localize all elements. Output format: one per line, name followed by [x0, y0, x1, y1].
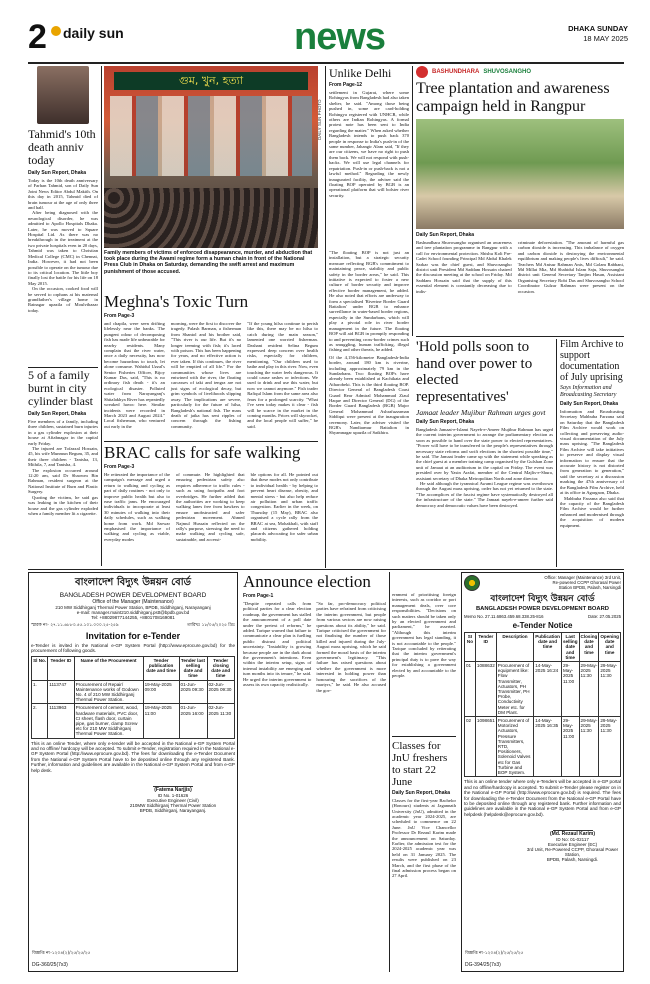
election-rule	[389, 572, 390, 972]
ad1-sign-office: 210MW Siddhirganj Thermal Power Station	[129, 803, 217, 809]
ad1-intro: e-Tender is invited in the National e-GP System Portal (http://www.eprocure.gov.bd) for the procurement of following goods.	[31, 643, 235, 654]
ad2-bangla-header: বাংলাদেশ বিদ্যুৎ উন্নয়ন বোর্ড	[490, 594, 595, 604]
photo-posters	[110, 96, 312, 176]
campaign-col1: Bashundhara Shuvosangho organised an awareness and tree plantation programme in Rangpur with a call for environmental protection. Shishu Koli Pre-Cadet School founding Principal Md Abdul Khalek Sarkar was the chief guest, and Shuvosangho district unit President Md Saddam Hossain chaired the discussion meeting at the school on Friday. Md Saddam Hossain said that the supply of this essential element is constantly decreasing due to indis-	[416, 240, 512, 294]
fire-byline: Daily Sun Report, Dhaka	[28, 411, 87, 417]
tahmid-p2: After being diagnosed with the neurological disorder, he was admitted to Apollo Hospitals Dhaka. Later, he was moved to Square Hospital Ltd. As there was no breakthrough in the treatment at the two private hospitals even in 20 days, Tahmid was taken to Christian Medical College (CMC) in Chennai, India. However, it had not been possible to operate on the tumour due to its critical location. The little boy finally lost the battle for his life on 18 May 2015.	[28, 210, 98, 286]
ad2-col: Publication date and time	[534, 633, 562, 662]
campaign-byline: Daily Sun Report, Dhaka	[416, 232, 475, 238]
ad1-sign-addr: BPDB, Siddhirganj, Narayanganj.	[139, 808, 207, 814]
ad2-sign-title: Executive Engineer (EC)	[547, 842, 598, 848]
fire-title: 5 of a family burnt in city cylinder blast	[28, 369, 93, 408]
ad1-sign-title: Executive Engineer (Civil)	[147, 798, 199, 804]
ad2-sign-office: 3rd Unit, Re-Powered CCPP, Ghorasal Power Station,	[526, 847, 619, 858]
unlike-left-rule	[325, 66, 326, 568]
bpdb-logo-icon	[464, 575, 480, 591]
brac-col2: of commute. He highlighted that ensuring pedestrian safety also requires adherence to traffic rules - such as using footpaths and foot overbridges. He further added that the authorities are working to keep walking lanes free from hawkers to ensure unobstructed and safer pedestrian movement. Ahmed Najmul Hussain reflected on the rally's purpose, stressing the need to make walking and cycling safe, sustainable, and accessi-	[175, 472, 245, 542]
ad1-cell: 1.	[32, 680, 48, 704]
film-left-rule	[556, 339, 557, 567]
ad2-cell: Procurement of Motorized Actuators, Pressure Transmitters, RTD, Positioners, Solenoid Valves etc for Gas Turbine and BOP System.	[496, 717, 533, 777]
ad2-sign-name: (Md. Rezaul Karim)	[549, 831, 595, 838]
human-chain-photo	[104, 66, 318, 248]
ad1-memo: স্মারক নং- ২৭.১১.৬৮৮৩.৫৫.১০১.০০০.২৫-২৫৯	[31, 623, 119, 628]
ad2-notes: This is an online tender where only e-Tenders will be accepted in e-GP portal and no offline/hardcopy is accepted. To submit e-Tender please register on in the National e-GP Portal (http://www.eprocure.gov.bd) is required. The fees for downloading the e-Tender Document from the National e-GP Portal have to be deposited online through any registered bank. Further information and guidelines are available in the National e-GP System Portal and from e-GP helpdesk (helpdesk@eprocure.gov.bd).	[464, 779, 621, 817]
ad1-dg: DG-360/25(7x3)	[32, 962, 68, 968]
ad1-col: Tender last selling date and time	[180, 657, 206, 679]
polls-col2: He said although the tyrannical Awami League regime was overthrown through the August mass uprising, order has not yet returned to the state. "The accomplices of the fascist regime have systematically destroyed all the infrastructure of the state." The Jamaat nayeb-e-ameer further said democracy and democratic values have been destroyed.	[416, 481, 553, 508]
fire-p1: Five members of a family, including three children, sustained burn injuries in a gas cylinder explosion at their house at Aftabnagar in the capital early Friday.	[28, 419, 98, 446]
campaign-bottom-rule	[416, 336, 624, 337]
ad1-header: BANGLADESH POWER DEVELOPMENT BOARD	[59, 592, 207, 599]
ad2-col: Last selling date and time	[562, 634, 578, 660]
polls-article	[416, 339, 553, 567]
ad2-office: Office: Manager (Maintenance) 3rd Unit, Re-powered CCPP Ghorasal Power Station BPDB, Palash, Narsingdi	[544, 575, 621, 590]
jnu-top-rule	[392, 736, 456, 737]
ad1-bangla-header: বাংলাদেশ বিদ্যুৎ উন্নয়ন বোর্ড	[75, 577, 191, 588]
sun-logo-icon	[51, 26, 61, 36]
ad2-cell: 01	[465, 662, 476, 717]
campaign-logo	[416, 66, 624, 78]
logo-text: BASHUNDHARA	[432, 69, 480, 75]
jnu-title: Classes for JnU freshers to start 22 June	[392, 739, 448, 788]
ad2-memo2: বিজ্ঞপ্তি নং-১২০৪(২)/২৫/২৫/২৫	[465, 951, 524, 956]
unlike-col2: "The floating BOP is not just an installation, but a strategic security measure reflecting BGB's commitment to maintaining peace, stability and public safety in the border areas," he said. This initiative is expected to foster a new culture of border security and improve effective border management, he added. He also noted that efforts are underway to form a specialised 'Riverine Border Guard Battalion' under BGB to enhance surveillance in water-based border regions, especially in the Sundarbans, which will play a pivotal role in river border management in the future. The floating BOP will aid BGB in promptly responding to and preventing cross-border crimes such as smuggling, human trafficking, illegal fishing and other threats, he added.	[329, 250, 409, 353]
ad2-sign-id: ID No: 01-02117	[556, 837, 589, 843]
ad2-signature	[553, 821, 593, 831]
brac-article	[104, 443, 318, 568]
ad2-header: BANGLADESH POWER DEVELOPMENT BOARD	[475, 606, 609, 612]
ad1-tel: Tel: +88029877144255, +8801708169081	[91, 615, 175, 620]
election-byline: From Page-1	[243, 593, 274, 599]
film-byline: Daily Sun Report, Dhaka	[560, 401, 619, 407]
ad2-cell: 29-May-2025 11:30	[599, 662, 621, 717]
ad2-cell: 14-May-2025 16:35	[534, 717, 562, 777]
tahmid-article	[28, 66, 98, 366]
ad1-cell: 02-Jun-2025 09:30	[207, 680, 235, 704]
ad1-cell: Procurement of Repair/ Maintenance works of Godown No. 4 of 210 MW Siddhirganj Thermal Power Station.	[74, 680, 143, 704]
photo-banner: গুম, খুন, হত্যা	[114, 72, 308, 90]
ad1-sign-id: ID No. 1-01626	[157, 793, 189, 799]
jnu-byline: Daily Sun Report, Dhaka	[392, 789, 451, 796]
mid-rule	[28, 569, 624, 570]
polls-title: 'Hold polls soon to hand over power to elected representatives'	[416, 339, 533, 405]
ad2-cell: 29-May-2025 11:30	[579, 662, 599, 717]
polls-col1: Bangladesh Jamaat-e-Islami Nayeb-e-Ameer Mujibur Rahman has urged the current interim government to arrange the parliamentary election as soon as possible to hand over the state power to elected representatives. "Power will have to be transferred to the people's representatives through necessary state reforms and swift elections in the shortest possible time," he said. The Jamaat leader came up with the statement while speaking as the chief guest at a member training camp organised by the Gulshan Zone unit of Jamaat at an auditorium in the capital on Friday. The event was presided over by Yasin Arafat, member of the Central Majlis-e-Shura, assistant secretary of Dhaka Metropolitan North and zone director.	[416, 427, 553, 481]
ad1-sign-name: (Fatema Narjjis)	[154, 787, 192, 794]
election-article	[243, 572, 386, 972]
photo-caption-text: Family members of victims of enforced disappearance, murder, and abduction that took place during the Awami regime form a human chain in front of the National Press Club in Dhaka on Saturday, demanding the swift arrest and maximum punishment of those accused.	[104, 250, 313, 275]
brac-col1: He reiterated the importance of the campaign's message and urged a return to walking and cycling as part of daily routines - not only to improve public health but also to ease traffic jams. He encouraged individuals to incorporate at least 30 minutes of walking into their daily schedules, such as walking home from work. Md Sarwar emphasised the importance of walking and cycling as viable, everyday modes	[104, 472, 170, 542]
meghna-title: Meghna's Toxic Turn	[104, 292, 249, 311]
election-col1: "Despite repeated calls from political parties for a clear election roadmap, the government has stalled the announcement of a poll date under the pretext of reforms," he added. Tarique warned that failure to communicate a clear plan is fuelling public distrust and political uncertainty. "Instability is growing because people are in the dark about the government's intentions. Even within the interim setup, signs of internal instability are emerging and turn months into its tenure," he said. He urged the interim government to assess its own capacity realistically.	[243, 601, 312, 688]
ad1-cell: 02-Jun-2025 11:30	[207, 704, 235, 738]
ad1-notes: This is an online Tender, where only e-tender will be accepted in the National e-GP System Portal and no offline/ hardcopy will be accepted. To submit e-Tender, registration required in the National e-GP System Portal (http://www.eprocure.gov.bd). The fees for downloading the e-Tender Document from the National e-GP System Portal have to be deposited online through any registered Bank. Further, information and guidelines are available in the National e-GP System Portal and from e-GP help desk.	[31, 740, 235, 773]
polls-subtitle: Jamaat leader Mujibur Rahman urges govt	[416, 408, 546, 417]
fire-p3: The explosion occurred around 12:20 am, said Dr Shaowm Bin Rahman, resident surgeon at the National Institute of Burn and Plastic Surgery.	[28, 467, 98, 495]
campaign-article	[416, 66, 624, 336]
jnu-article	[392, 736, 456, 972]
left-col-rule	[101, 66, 102, 566]
table-row	[32, 704, 235, 738]
ad1-cell: 19-May-2025 09:00	[143, 680, 179, 704]
ad1-memo2: বিজ্ঞপ্তি নং-১২০৪(২)/২৫/২৫/২৫	[32, 951, 91, 956]
election-title: Announce election	[243, 572, 371, 591]
ad1-cell: 1113963	[48, 704, 74, 738]
ad2-col: Tender ID	[475, 633, 496, 662]
campaign-col2: criminate deforestation. "The amount of harmful gas carbon dioxide is increasing. This imbalance of oxygen and carbon dioxide is destroying the environmental equilibrium and making people's lives difficult," he said. Teachers Md Anisur Rahman Anis, Md Golam Rabbani, Md Millat Mia, Md Shahidul Islam Saju, Shuvosangho district unit General Secretary Tanjim Hasan, Assistant Organising Secretary Robi Das and Shuvosangho School Coordinator Gulzar Rahman were present on the occasion.	[517, 240, 624, 294]
page-header	[28, 22, 628, 62]
campaign-photo	[416, 119, 624, 229]
meghna-rule	[104, 441, 318, 442]
film-p2: Mahbuba Farzana also said that the capacity of the Bangladesh Film Archive would be further enhanced and modernised through the acquisition of modern equipment.	[560, 495, 624, 528]
ad1-cell: 01-Jun-2025 09:30	[179, 680, 207, 704]
ad2-col: Opening date and time	[599, 633, 621, 662]
meghna-col1: and chapila, were seen drifting lifelessly near the banks. The pungent odour of decomposing fish has made life unbearable for nearby residents. Many complain that the river water, once a daily necessity, has now become hazardous to touch, let alone consume. Wahidul Uzzal's Senior Fisheries Officer, Bijoy Kumar Das, said, "This is no ordinary fish death - it's an ecological disaster. Polluted water from Narayanganj's Shitalakhya River has repeatedly wreaked havoc here. Similar incidents were recorded in March 2023 and August 2024." Local fisherman, who ventured out early in the	[104, 321, 165, 429]
ad1-signature	[153, 777, 193, 787]
ad1-col: Tender closing date and time	[207, 656, 235, 680]
page-number: 2	[28, 22, 47, 56]
table-row	[465, 717, 621, 777]
ad1-cell: 2.	[32, 704, 48, 738]
fire-p2: The injured are Tofazzal Hossain, 45, his wife Munmun Begum, 35, and their three children - Tanisha, 13, Mithila, 7, and Tanisha, 4.	[28, 446, 98, 468]
logo-text-2: SHUVOSANGHO	[483, 69, 532, 75]
left-divider	[28, 367, 98, 368]
tahmid-p1: Today is the 10th death anniversary of Farhan Tahmid, son of Daily Sun Joint News Editor Abdul Makith. On this day in 2015, Tahmid died of brain tumour at the age of only three and half.	[28, 178, 98, 211]
election-col3-box	[392, 592, 456, 732]
ad1-memo-date: তারিখঃ ১৮/০৫/২০২৫ খ্রিঃ	[187, 623, 235, 628]
ad2-col: SI No	[465, 633, 476, 662]
ad2-dg: DG-394/25(7x3)	[465, 962, 501, 968]
film-article	[560, 339, 624, 567]
meghna-col2: morning, were the first to discover the tragedy. Palash Barman, a fisherman from Shantol and his brother said, "This river is our life. But it's no longer teeming with fish; it's laced with poison. This has been happening for years, and no effective action is ever taken. If this continues, the river will be emptied of all life." For the communities whose lives are entwined with the river, the floating carcasses of taki and tengra are not just signs of ecological decay, but grim symbols of livelihoods slipping away. The implications are severe, particularly for the future of hilsa, Bangladesh's national fish. The mass death of jatka has sent ripples of concern through the fishing community.	[170, 321, 242, 429]
header-city-day: DHAKA SUNDAY	[568, 24, 628, 33]
tahmid-photo	[37, 66, 89, 124]
ad2-cell: 1088632	[475, 662, 496, 717]
brac-title: BRAC calls for safe walking	[104, 443, 301, 462]
brac-col3: ble options for all. He pointed out that these modes not only contribute to individual health - by helping to prevent heart disease, obesity, and mental stress - but also help reduce air pollution and urban traffic congestion. Earlier in the week, on Thursday (15 May), BRAC also organised a cycle rally from the BRAC at sea, Mohakhali, with staff and citizens gathered holding placards advocating for safer urban mobility.	[250, 472, 318, 542]
ad2-memo: Memo No. 27.11.6863.459.68.338.25-816	[464, 614, 544, 619]
tahmid-p3: On the occasion, cooked food will be served to orphans at his maternal grandfather's village home in Rainagar upazila of Moulvibazar today.	[28, 286, 98, 313]
ad1-col: Tender ID	[48, 656, 74, 680]
ad2-cell: 29-May-2025 11:30	[579, 717, 599, 777]
unlike-col3: Of the 4,156-kilometre Bangladesh-India border, around 180 km is riverine, including approximately 79 km in the Sundarbans. Two floating BOPs have already been established at Kachikata and Atharobeki. This is the third floating BOP. Director General of Bangladesh Coast Guard Rear Admiral Mohammad Ziaul Haque and Director General (DG) of the Border Guard Bangladesh (BGB) Major General Mohammad Ashrafuzzaman Siddiqui were present at the inauguration ceremony. Later, the adviser visited the BGB's Nandiarmur Battalion in Shyamnagar upazila of Satkhira.	[329, 354, 409, 436]
ad1-cell: 19-May-2025 11:00	[143, 704, 179, 738]
tender-ad-1	[28, 572, 238, 972]
film-title: Film Archive to support documentation of July uprising	[560, 339, 624, 383]
ad2-sign-addr: BPDB, Palash, Narsingdi.	[546, 857, 599, 863]
meghna-col3: "If the young hilsa continue to perish like this, there may be no hilsa to catch during the main season," lamented one worried fisherman. Dashani resident Selina Begum expressed deep concern over health risks, especially for children, mentioning, "Our children used to bathe and play in this river. Now, even touching the water feels dangerous. It could cause rashes or infections. We used to drink and use this water, but now we cannot anymore." Fish trader Rafiqul Islam from the same area also fears for a prolonged scarcity. "What I've seen today makes it clear - fish will be scarce in the market in the coming months. Prices will skyrocket, and the local people will suffer," he said.	[247, 321, 318, 429]
fire-article	[28, 369, 98, 567]
election-col3: ernment of prioritising foreign interests, such as corridor or port management deals, over core responsibilities. "Decisions on such matters should be taken only by an elected government and parliament," he asserted. "Although this interim government has legal standing, it is not accountable to the people." Tarique concluded by reiterating that the interim government's principal duty is to pave the way for establishing a government elected by and accountable to the people.	[392, 592, 456, 679]
tahmid-title: Tahmid's 10th death anniv today	[28, 127, 96, 167]
ad1-col: Sl No.	[32, 656, 48, 680]
ad2-cell: 29-May-2025 11:00	[561, 717, 579, 777]
header-date: 18 MAY 2025	[583, 34, 628, 43]
table-row	[465, 662, 621, 717]
ad1-cell: Procurement of cement, wood, hardware materials, PVC door, CI sheet, flash door, curtain pipe, gas burner, clamp Screw etc for 210 MW Siddhirganj Thermal Power Station.	[74, 704, 143, 738]
ad1-email: e-mail: manager.maint210.siddhirganj.pstt@bpdb.gov.bd	[76, 610, 190, 615]
tahmid-byline: Daily Sun Report, Dhaka	[28, 170, 87, 176]
ad1-col: Name of the Procurement	[74, 656, 143, 680]
ad2-cell: 14-May-2025 16:24	[534, 662, 562, 717]
campaign-left-rule	[412, 66, 413, 336]
tender-ad-2	[461, 572, 624, 972]
ad2-col: Closing date and time	[579, 633, 599, 662]
unlike-delhi-col2	[329, 250, 409, 568]
ad1-office: Office of the Manager (Maintenance)	[92, 599, 174, 605]
ad2-col: Description	[496, 633, 533, 662]
ad2-cell: 1098651	[475, 717, 496, 777]
brac-byline: From Page-3	[104, 464, 135, 470]
bashundhara-logo-icon	[416, 66, 428, 78]
fire-p4: Quoting the victims, he said gas was leaking in the kitchen of their house and the gas cylinder exploded when a family member lit a cigarette.	[28, 494, 98, 516]
ad2-cell: 29-May-2025 11:30	[599, 717, 621, 777]
ad1-col: Tender publication date and time	[143, 656, 179, 680]
unlike-title: Unlike Delhi	[329, 66, 392, 80]
meghna-byline: From Page-3	[104, 313, 135, 319]
brand-name: daily sun	[63, 25, 124, 41]
photo-credit: DAILY SUN PHOTO	[317, 99, 322, 140]
jnu-p1: Classes for the first-year Bachelor (Honours) students at Jagannath University (JnU), admitted in the academic year 2024-2025, are scheduled to commence on 22 June. JnU Vice Chancellor Professor Dr Rezaul Karim made the announcement on Saturday. Earlier, the admission test for the 2024-2025 academic year was held on 31 January 2025. The results were published on 23 March, and the first phase of the final admission process began on 27 April.	[392, 797, 456, 879]
unlike-byline: From Page-12	[329, 82, 363, 88]
header-rule	[28, 62, 624, 64]
table-row	[32, 680, 235, 704]
election-col2: "So far, pro-democracy political parties have refrained from criticising the interim government, but people from various sectors are now raising questions about its ability," he said. Tarique criticised the government for not finalising the number of those killed and injured during the July-August mass uprising, which he said formed the moral basis of the interim government's legitimacy. "This failure has raised questions about whether the government is more interested in holding power than honouring the sacrifices of the martyrs," he said. He also accused the gov-	[316, 601, 386, 693]
section-title: news	[294, 22, 386, 58]
ad2-cell: 29-May-2025 11:00	[561, 662, 579, 717]
unlike-col1: settlement in Gujarat, where some Rohingyas from Bangladesh had also taken shelter, he said. "Among those being pushed in, some are card-holding Rohingya registered with UNHCR, while others are Indian Rohingyas. A formal protest note has been sent to India regarding the matter." When asked whether Bangladesh intends to push back 370 people in response to India's push-in of the same number, Jahangir Alam said, "If they are our citizens, we have no right to push them back. We will not respond with push-backs. We will use legal channels for repatriation. Push-in or push-back is not a lawful method." Regarding the newly inaugurated facility, the adviser said the floating BOP operated by BGB is an operational platform that will bolster river security.	[329, 90, 409, 198]
ad1-cell: 01-Jun-2025 16:00	[179, 704, 207, 738]
ad2-memo-date: Date: 27.05.2025	[588, 614, 621, 619]
campaign-title: Tree plantation and awareness campaign held in Rangpur	[416, 80, 610, 115]
meghna-article	[104, 292, 318, 438]
ad1-table	[31, 656, 235, 739]
polls-byline: Daily Sun Report, Dhaka	[416, 419, 475, 425]
film-p1: Information and Broadcasting Secretary Mahbuba Farzana said on Saturday that the Bangladesh Film Archive would work on collecting and preserving audio-visual documentation of the July mass uprising. "The Bangladesh Film Archive will take initiatives to preserve and display visual information to ensure that the accurate history is not distorted from generation to generation," said the secretary at a discussion marking the 47th anniversary of the Bangladesh Film Archive, held at its office in Agargaon, Dhaka.	[560, 409, 624, 496]
ad2-title: e-Tender Notice	[512, 621, 573, 630]
ad1-address: 210 MW Siddhirganj Thermal Power Station, BPDB, Siddhirganj, Narayanganj	[55, 605, 211, 610]
ad2-cell: 02	[465, 717, 476, 777]
film-subtitle: Says Information and Broadcasting Secretary	[560, 385, 617, 398]
ad1-cell: 1113747	[48, 680, 74, 704]
photo-crowd	[104, 188, 318, 248]
ad1-title: Invitation for e-Tender	[85, 631, 181, 641]
ad2-cell: Procurement of equipment like: Flow Transmitter, Actuators, PH Transmitter, PH Probe, Conductivity Meter etc. for DM Plant.	[496, 662, 533, 717]
photo-caption	[104, 250, 318, 292]
ad2-table	[464, 632, 621, 777]
